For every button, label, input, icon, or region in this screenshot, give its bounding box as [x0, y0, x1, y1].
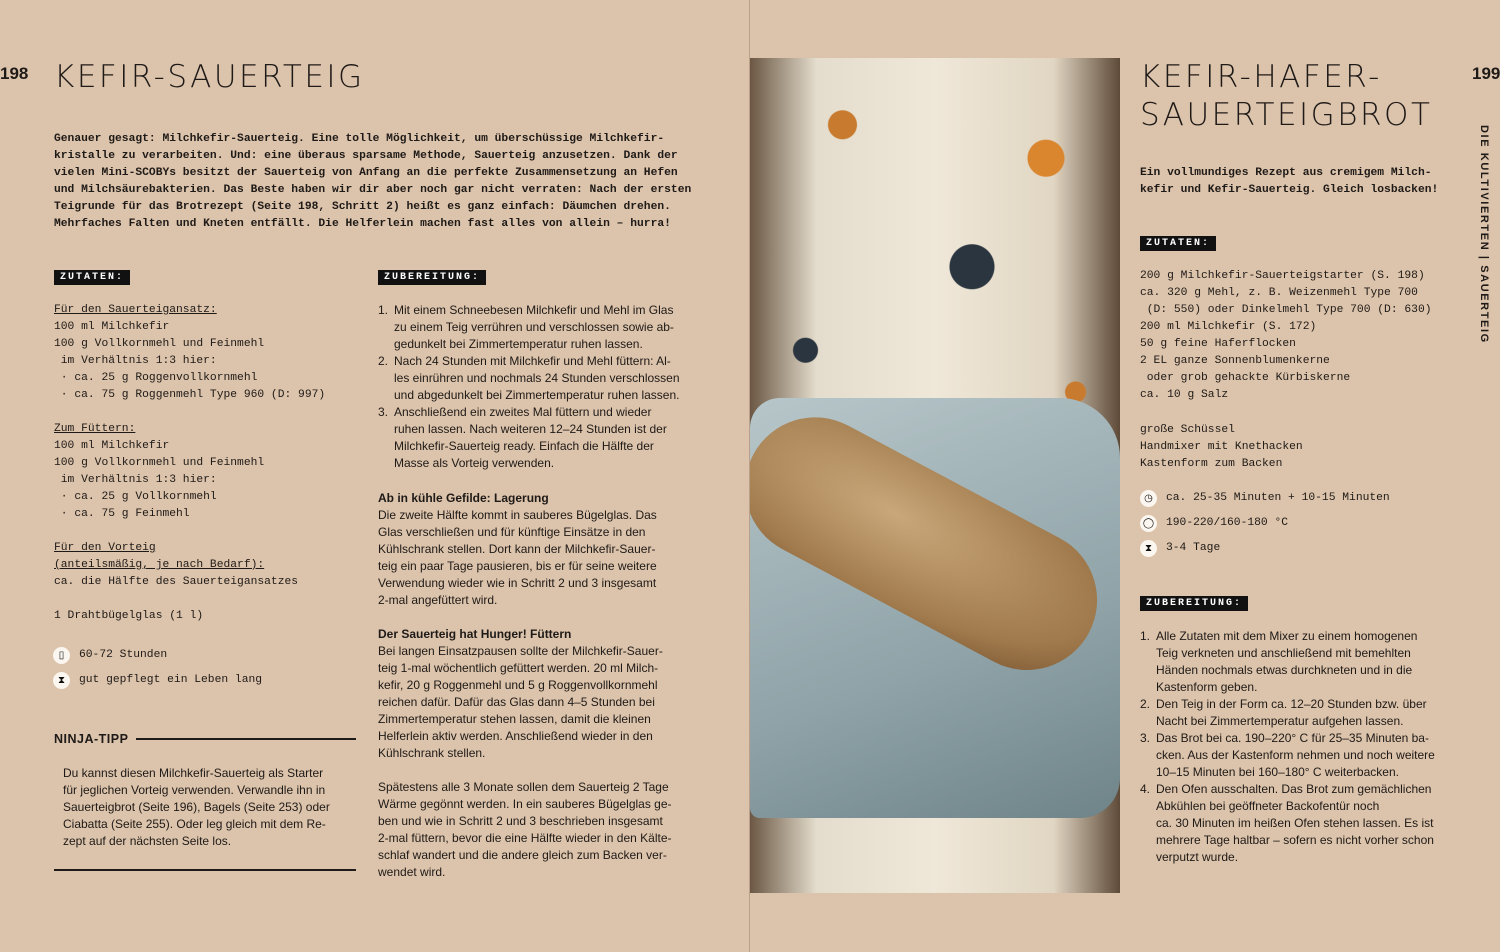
meta-text: 60-72 Stunden	[79, 649, 168, 661]
text-line: Den Teig in der Form ca. 12–20 Stunden bzw. über	[1156, 697, 1427, 711]
ingredient-line: · ca. 75 g Feinmehl	[54, 508, 190, 520]
meta-row	[53, 643, 262, 668]
step-item	[1140, 696, 1435, 730]
tip-text	[63, 765, 330, 850]
text-line: Wärme gegönnt werden. In ein sauberes Bügelglas ge-	[378, 797, 672, 811]
text-line: kefir und Kefir-Sauerteig. Gleich losbacken!	[1140, 184, 1439, 196]
text-section	[378, 626, 672, 762]
step-text	[394, 353, 680, 404]
meta-text: gut gepflegt ein Leben lang	[79, 674, 263, 686]
ingredients-label: ZUTATEN:	[54, 270, 130, 285]
step-number: 1.	[378, 303, 389, 317]
step-text	[394, 302, 674, 353]
text-line: Teigrunde für das Brotrezept (Seite 198, Schritt 2) heißt es ganz einfach: Däumchen drehen.	[54, 201, 671, 213]
text-line: Teig verkneten und anschließend mit bemehlten	[1156, 646, 1411, 660]
text-line: Zimmertemperatur stehen lassen, damit die kleinen	[378, 712, 651, 726]
step-number: 3.	[1140, 731, 1151, 745]
clock-icon: ◷	[1140, 490, 1157, 507]
step-number: 1.	[1140, 629, 1151, 643]
text-line: reichen dafür. Dafür das Glas dann 4–5 Stunden bei	[378, 695, 655, 709]
ingredient-line: · ca. 25 g Roggenvollkornmehl	[54, 372, 258, 384]
text-line: zept auf der nächsten Seite los.	[63, 834, 232, 848]
step-item	[378, 302, 680, 353]
ingredient-line: · ca. 25 g Vollkornmehl	[54, 491, 217, 503]
section-tab: DIE KULTIVIERTEN | SAUERTEIG	[1478, 125, 1490, 344]
group-heading: Für den Vorteig	[54, 542, 156, 554]
text-line: Den Ofen ausschalten. Das Brot zum gemächlichen	[1156, 782, 1432, 796]
ingredient-group	[54, 421, 325, 523]
text-line: kefir, 20 g Roggenmehl und 5 g Roggenvollkornmehl	[378, 678, 658, 692]
page-number: 198	[0, 64, 29, 83]
section-heading: Der Sauerteig hat Hunger! Füttern	[378, 627, 572, 641]
recipe-title: KEFIR-SAUERTEIG	[54, 59, 365, 95]
text-line: ca. 30 Minuten im heißen Ofen stehen lassen. Es ist	[1156, 816, 1434, 830]
step-item	[378, 353, 680, 404]
tip-heading: NINJA-TIPP	[54, 732, 129, 746]
text-line: 200 g Milchkefir-Sauerteigstarter (S. 198)	[1140, 270, 1425, 282]
meta-row	[1140, 511, 1390, 536]
step-text	[1156, 628, 1417, 696]
hourglass-icon: ⧗	[53, 672, 70, 689]
step-number: 4.	[1140, 782, 1151, 796]
text-line: gedunkelt bei Zimmertemperatur ruhen lassen.	[394, 337, 643, 351]
equipment-list	[1140, 422, 1303, 473]
jar-icon: ▯	[53, 647, 70, 664]
page-number: 199	[1472, 64, 1500, 83]
oven-temperature-icon: ◯	[1140, 515, 1157, 532]
text-line: teig ein paar Tage pausieren, bis er für seine weitere	[378, 559, 657, 573]
text-line: 200 ml Milchkefir (S. 172)	[1140, 321, 1317, 333]
text-line: Kastenform zum Backen	[1140, 458, 1283, 470]
text-line: Kühlschrank stellen. Dort kann der Milchkefir-Sauer-	[378, 542, 656, 556]
section-heading: Ab in kühle Gefilde: Lagerung	[378, 491, 549, 505]
meta-text: ca. 25-35 Minuten + 10-15 Minuten	[1166, 492, 1390, 504]
step-text	[394, 404, 667, 472]
preparation-steps	[1140, 628, 1435, 866]
preparation-label: ZUBEREITUNG:	[378, 270, 486, 285]
ingredient-group	[54, 302, 325, 404]
text-line: (D: 550) oder Dinkelmehl Type 700 (D: 630)	[1140, 304, 1432, 316]
meta-text: 3-4 Tage	[1166, 542, 1221, 554]
text-line: cken. Aus der Kastenform nehmen und noch weitere	[1156, 748, 1435, 762]
text-line: 2 EL ganze Sonnenblumenkerne	[1140, 355, 1330, 367]
text-line: kristalle zu verarbeiten. Und: eine überaus sparsame Methode, Sauerteig anzusetzen. Dank der	[54, 150, 678, 162]
text-line: Masse als Vorteig verwenden.	[394, 456, 555, 470]
text-line: ben und wie in Schritt 2 und 3 beschrieben insgesamt	[378, 814, 663, 828]
text-line: Handmixer mit Knethacken	[1140, 441, 1303, 453]
text-line: ruhen lassen. Nach weiteren 12–24 Stunden ist der	[394, 422, 667, 436]
divider	[136, 738, 356, 740]
text-line: 2-mal angefüttert wird.	[378, 593, 498, 607]
text-line: Kastenform geben.	[1156, 680, 1258, 694]
step-text	[1156, 781, 1434, 866]
intro-text	[54, 131, 691, 233]
text-line: 2-mal füttern, bevor die eine Hälfte wieder in den Kälte-	[378, 831, 672, 845]
ingredient-line: ca. die Hälfte des Sauerteigansatzes	[54, 576, 299, 588]
meta-row	[1140, 536, 1390, 561]
hourglass-icon: ⧗	[1140, 540, 1157, 557]
text-line: oder grob gehackte Kürbiskerne	[1140, 372, 1351, 384]
step-item	[1140, 781, 1435, 866]
text-line: für jeglichen Vorteig verwenden. Verwandle ihn in	[63, 783, 326, 797]
text-line: wendet wird.	[378, 865, 446, 879]
ingredient-line: 100 ml Milchkefir	[54, 440, 170, 452]
group-heading: Zum Füttern:	[54, 423, 136, 435]
step-number: 2.	[1140, 697, 1151, 711]
text-line: Du kannst diesen Milchkefir-Sauerteig als Starter	[63, 766, 324, 780]
text-line: ca. 10 g Salz	[1140, 389, 1229, 401]
text-line: Milchkefir-Sauerteig ready. Einfach die Hälfte der	[394, 439, 654, 453]
step-item	[378, 404, 680, 472]
text-line: Ciabatta (Seite 255). Oder leg gleich mit dem Re-	[63, 817, 326, 831]
step-number: 2.	[378, 354, 389, 368]
text-line: Kühlschrank stellen.	[378, 746, 486, 760]
text-line: mehrere Tage haltbar – sofern es nicht vorher schon	[1156, 833, 1434, 847]
ingredients-list	[54, 302, 325, 625]
step-item	[1140, 730, 1435, 781]
photo-kefir-bread	[750, 58, 1120, 893]
text-section	[378, 779, 672, 881]
ingredient-line: 100 g Vollkornmehl und Feinmehl	[54, 338, 265, 350]
text-line: 10–15 Minuten bei 160–180° C weiterbacken.	[1156, 765, 1399, 779]
group-heading: (anteilsmäßig, je nach Bedarf):	[54, 559, 265, 571]
text-line: und abgedunkelt bei Zimmertemperatur ruhen lassen.	[394, 388, 680, 402]
text-line: SAUERTEIGBROT	[1140, 97, 1433, 133]
ingredient-line: 100 g Vollkornmehl und Feinmehl	[54, 457, 265, 469]
text-line: Mit einem Schneebesen Milchkefir und Mehl im Glas	[394, 303, 674, 317]
step-number: 3.	[378, 405, 389, 419]
text-line: 50 g feine Haferflocken	[1140, 338, 1296, 350]
ingredients-list	[1140, 268, 1432, 404]
ingredient-line: · ca. 75 g Roggenmehl Type 960 (D: 997)	[54, 389, 326, 401]
meta-row	[53, 668, 262, 693]
text-line: zu einem Teig verrühren und verschlossen sowie ab-	[394, 320, 674, 334]
text-line: Sauerteigbrot (Seite 196), Bagels (Seite 253) oder	[63, 800, 330, 814]
ingredient-group	[54, 540, 325, 591]
ingredient-line: 100 ml Milchkefir	[54, 321, 170, 333]
group-heading: Für den Sauerteigansatz:	[54, 304, 217, 316]
tip-header	[54, 732, 356, 746]
text-line: Alle Zutaten mit dem Mixer zu einem homogenen	[1156, 629, 1418, 643]
text-line: vielen Mini-SCOBYs besitzt der Sauerteig von Anfang an die perfekte Zusammensetzung an Hefen	[54, 167, 678, 179]
text-line: Helferlein aktiv werden. Anschließend wieder in den	[378, 729, 653, 743]
text-line: und Milchsäurebakterien. Das Beste haben wir dir aber noch gar nicht verraten: Nach der ersten	[54, 184, 692, 196]
text-line: schlaf wandert und die andere gleich zum Backen ver-	[378, 848, 667, 862]
step-text	[1156, 696, 1427, 730]
intro-text	[1140, 165, 1438, 199]
preparation-sections	[378, 490, 672, 898]
meta-row	[1140, 486, 1390, 511]
divider	[54, 869, 356, 871]
text-line: verputzt wurde.	[1156, 850, 1239, 864]
text-line: teig 1-mal wöchentlich gefüttert werden. 20 ml Milch-	[378, 661, 659, 675]
ingredients-label: ZUTATEN:	[1140, 236, 1216, 251]
text-line: Anschließend ein zweites Mal füttern und wieder	[394, 405, 652, 419]
ingredient-line: im Verhältnis 1:3 hier:	[54, 355, 217, 367]
meta-text: 190-220/160-180 °C	[1166, 517, 1289, 529]
meta-list	[1140, 486, 1390, 561]
equipment-item: 1 Drahtbügelglas (1 l)	[54, 610, 204, 622]
text-line: Ein vollmundiges Rezept aus cremigem Milch-	[1140, 167, 1432, 179]
preparation-label: ZUBEREITUNG:	[1140, 596, 1248, 611]
text-section	[378, 490, 672, 609]
text-line: Glas verschließen und für künftige Einsätze in den	[378, 525, 646, 539]
text-line: Verwendung wieder wie in Schritt 2 und 3 insgesamt	[378, 576, 657, 590]
preparation-steps	[378, 302, 680, 472]
text-line: Die zweite Hälfte kommt in sauberes Bügelglas. Das	[378, 508, 657, 522]
step-text	[1156, 730, 1435, 781]
text-line: Abkühlen bei geöffneter Backofentür noch	[1156, 799, 1380, 813]
text-line: Bei langen Einsatzpausen sollte der Milchkefir-Sauer-	[378, 644, 663, 658]
text-line: Nach 24 Stunden mit Milchkefir und Mehl füttern: Al-	[394, 354, 671, 368]
step-item	[1140, 628, 1435, 696]
text-line: Nacht bei Zimmertemperatur aufgehen lassen.	[1156, 714, 1404, 728]
text-line: Genauer gesagt: Milchkefir-Sauerteig. Eine tolle Möglichkeit, um überschüssige Milchkefir-	[54, 133, 665, 145]
text-line: große Schüssel	[1140, 424, 1235, 436]
text-line: KEFIR-HAFER-	[1140, 59, 1382, 95]
text-line: Spätestens alle 3 Monate sollen dem Sauerteig 2 Tage	[378, 780, 669, 794]
meta-list	[53, 643, 262, 693]
text-line: les einrühren und nochmals 24 Stunden verschlossen	[394, 371, 680, 385]
text-line: Das Brot bei ca. 190–220° C für 25–35 Minuten ba-	[1156, 731, 1429, 745]
recipe-title	[1140, 58, 1432, 134]
text-line: Mehrfaches Falten und Kneten entfällt. Die Helferlein machen fast alles von allein – hurra!	[54, 218, 671, 230]
text-line: Händen nochmals etwas durchkneten und in die	[1156, 663, 1413, 677]
text-line: ca. 320 g Mehl, z. B. Weizenmehl Type 700	[1140, 287, 1418, 299]
ingredient-line: im Verhältnis 1:3 hier:	[54, 474, 217, 486]
